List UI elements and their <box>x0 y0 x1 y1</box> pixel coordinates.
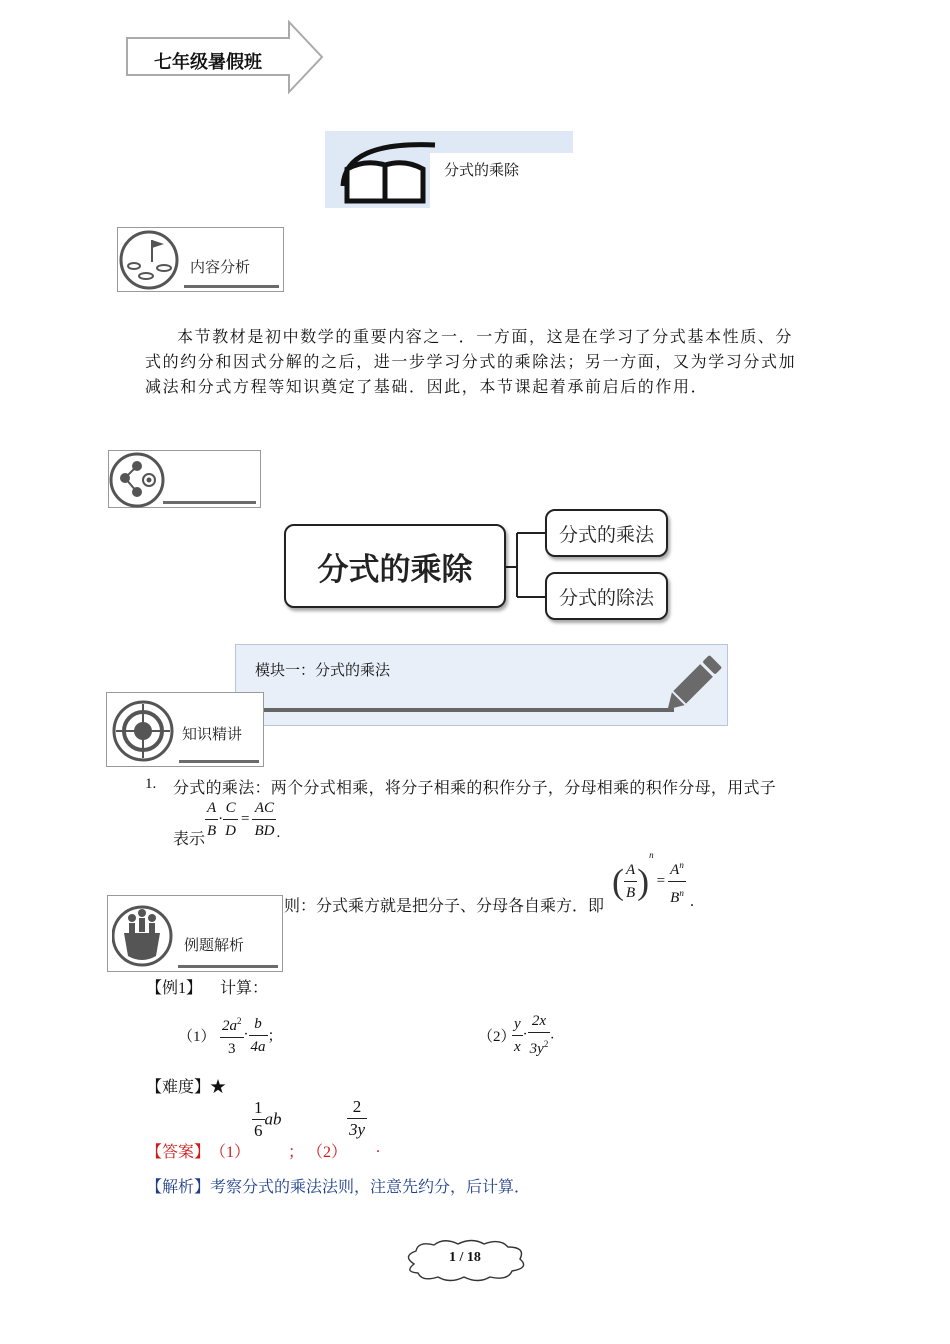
rule2-text: 则：分式乘方就是把分子、分母各自乘方．即 <box>284 898 605 915</box>
answer-p1-expression: $\frac{1}{6}$ ab <box>254 1098 282 1140</box>
analysis-text: 考察分式的乘法法则，注意先约分，后计算． <box>210 1179 531 1196</box>
module-title: 模块一：分式的乘法 <box>255 661 391 679</box>
part2-label: （2） <box>478 1029 516 1045</box>
content-analysis-paragraph: 本节教材是初中数学的重要内容之一．一方面，这是在学习了分式基本性质、分式的约分和因式分解的之后，进一步学习分式的乘除法；另一方面，又为学习分式加减法和分式方程等知识奠定了基础．因此，本节课起着承前启后的作用． <box>145 329 797 396</box>
rule2-end: . <box>690 893 694 910</box>
rule1-formula: $\frac{A}{B}$ · $\frac{C}{D}$ = $\frac{AC}{BD}$ . <box>205 797 280 842</box>
section-label: 知识精讲 <box>182 725 243 743</box>
share-network-icon <box>109 451 167 509</box>
rule1-number: 1. <box>145 776 157 792</box>
example-tag: 【例1】 <box>146 980 203 997</box>
class-tag-label: 七年级暑假班 <box>154 52 262 73</box>
class-tag <box>124 20 326 95</box>
analysis-row <box>146 1174 530 1197</box>
pencil-icon <box>656 651 726 721</box>
part1-label: （1） <box>178 1029 216 1045</box>
answer-separator: ； <box>288 1144 305 1161</box>
difficulty-stars: ★ <box>210 1079 227 1096</box>
example-prompt: 计算： <box>220 980 269 997</box>
mindmap-child-multiplication: 分式的乘法 <box>545 509 668 557</box>
mindmap-root: 分式的乘除 <box>284 524 506 608</box>
chapter-banner <box>325 131 573 208</box>
people-group-icon <box>112 900 176 970</box>
module-banner <box>235 644 728 726</box>
mindmap-child-division: 分式的除法 <box>545 572 668 620</box>
rule1-text: 分式的乘法：两个分式相乘，将分子相乘的积作分子，分母相乘的积作分母，用式子 <box>173 780 777 797</box>
answer-p2-label: （2） <box>307 1144 348 1161</box>
section-knowledge <box>106 692 264 767</box>
answer-p1-label: （1） <box>210 1144 251 1161</box>
route-flag-icon <box>118 228 182 292</box>
chapter-title: 分式的乘除 <box>444 161 520 179</box>
answer-tag: 【答案】 <box>146 1144 211 1161</box>
section-label: 例题解析 <box>184 936 245 954</box>
section-content-analysis <box>117 227 284 292</box>
difficulty-row <box>146 1074 226 1097</box>
page-number-badge <box>400 1238 530 1282</box>
part2-expression: $\frac{y}{x}$ · $\frac{2x}{3y^2}$ . <box>512 1010 554 1060</box>
section-examples <box>107 895 283 972</box>
analysis-tag: 【解析】 <box>146 1179 211 1196</box>
difficulty-tag: 【难度】 <box>146 1079 211 1096</box>
answer-end: . <box>376 1139 380 1156</box>
part1-expression: $\frac{2a^2}{3}$ · $\frac{b}{4a}$ ； <box>220 1010 283 1060</box>
answer-p2-expression: $\frac{2}{3y}$ <box>349 1097 366 1139</box>
rule1-prefix: 表示 <box>173 831 206 848</box>
target-icon <box>111 698 177 764</box>
section-knowledge-structure <box>108 450 261 508</box>
page-number: 1 / 18 <box>449 1250 481 1265</box>
open-book-icon <box>325 131 445 208</box>
section-label: 内容分析 <box>190 258 251 276</box>
rule2-formula: ( $\frac{A}{B}$ )$^n$= $\frac{A^n}{B^n}$ <box>612 850 684 906</box>
